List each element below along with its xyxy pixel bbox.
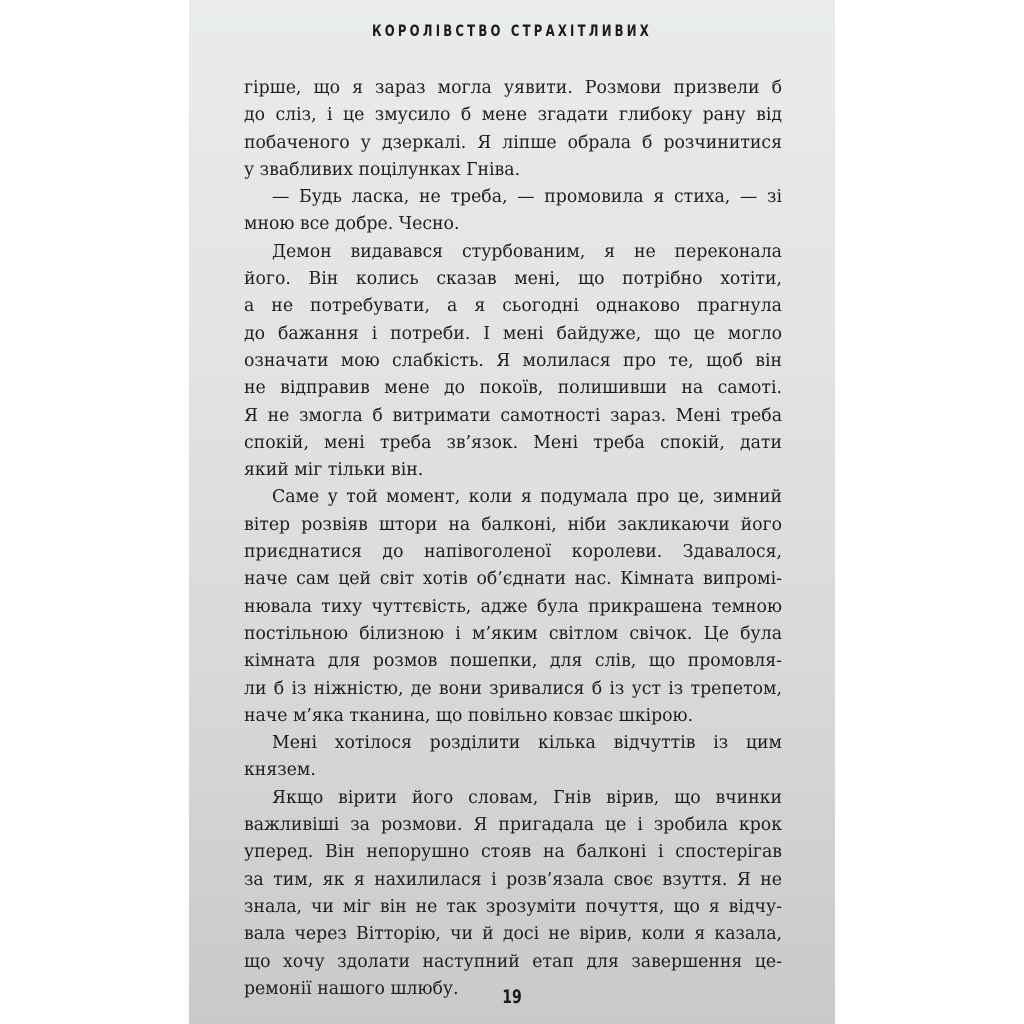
paragraph [244,785,782,1003]
text-line: Мені хотілося розділити кілька відчуттів із цим [272,733,782,754]
text-line: Я не змогла б витримати самотності зараз. Мені треба [244,405,782,426]
text-line: ремонії нашого шлюбу. [244,978,459,999]
text-line: Саме у той момент, коли я подумала про це, зимний [272,487,782,508]
paragraph [244,239,782,485]
text-line: спокій, мені треба зв’язок. Мені треба спокій, дати [244,432,782,453]
text-line: його. Він колись сказав мені, що потрібно хотіти, [244,269,782,290]
text-line: наче сам цей світ хотів об’єднати нас. Кімната випромі- [244,569,782,590]
book-page [189,0,835,1024]
text-line: а не потребувати, а я сьогодні однаково прагнула [244,296,782,317]
paragraph [244,484,782,730]
running-head: КОРОЛІВСТВО СТРАХІТЛИВИХ [371,22,652,41]
text-line: побаченого у дзеркалі. Я ліпше обрала б розчинитися [244,132,782,153]
text-line: Якщо вірити його словам, Гнів вірив, що вчинки [272,787,782,808]
text-line: кімната для розмов пошепки, для слів, що промовля- [244,651,782,672]
text-line: знала, чи міг він не так зрозуміти почуття, що я відчу- [244,896,782,917]
text-line: уперед. Він непорушно стояв на балконі і спостерігав [244,842,782,863]
paragraph [244,730,782,785]
text-line: гірше, що я зараз могла уявити. Розмови призвели б [244,78,782,98]
page-number: 19 [502,987,522,1009]
text-line: наче м’яка тканина, що повільно ковзає шкірою. [244,705,694,726]
text-line: у звабливих поцілунках Гніва. [244,159,521,180]
text-line: — Будь ласка, не треба, — промовила я стиха, — зі [272,187,782,208]
text-line: постільною білизною і м’яким світлом свічок. Це була [244,623,782,644]
text-line: який міг тільки він. [244,460,424,481]
text-line: нювала тиху чуттєвість, адже була прикрашена темною [244,596,782,617]
text-line: приєднатися до напівоголеної королеви. Здавалося, [244,542,782,563]
text-line: за тим, як я нахилилася і розв’язала своє взуття. Я не [244,869,782,890]
text-line: Демон видавався стурбованим, я не переконала [272,241,782,262]
text-line: ли б із ніжністю, де вони зривалися б із уст із трепетом, [244,678,782,699]
paragraph [244,184,782,239]
text-line: що хочу здолати наступний етап для завершення це- [244,951,782,972]
text-line: до бажання і потреби. І мені байдуже, що це могло [244,323,782,344]
text-line: вала через Вітторію, чи й досі не вірив, коли я казала, [244,924,782,945]
text-line: означати мою слабкість. Я молилася про те, щоб він [244,350,782,371]
body-text [244,75,782,1003]
text-line: не відправив мене до покоїв, полишивши на самоті. [244,378,782,399]
paragraph [244,75,782,184]
text-line: важливіші за розмови. Я пригадала це і зробила крок [244,815,782,836]
text-line: князем. [244,760,316,781]
text-line: вітер розвіяв штори на балконі, ніби закликаючи його [244,514,782,535]
text-line: мною все добре. Чесно. [244,214,460,235]
text-line: до сліз, і це змусило б мене згадати глибоку рану від [244,105,782,126]
